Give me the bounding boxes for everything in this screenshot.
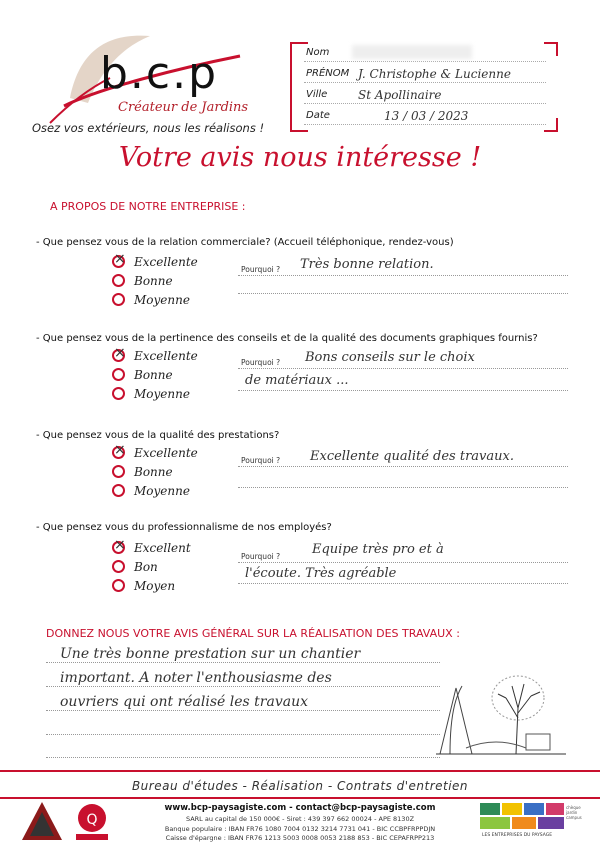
company-logo (32, 28, 265, 138)
field-label: Nom (306, 47, 330, 58)
general-line-1: Une très bonne prestation sur un chantier (60, 646, 361, 662)
radio-checked[interactable] (112, 255, 125, 268)
field-prenom (304, 63, 546, 83)
footer-divider (0, 797, 600, 799)
pourquoi-label: Pourquoi ? (241, 358, 281, 367)
general-line-2: important. A noter l'enthousiasme des (60, 670, 332, 686)
color-blocks-icon (480, 803, 564, 831)
footer-bank-2: Caisse d'épargne : IBAN FR76 1213 5003 0008 0053 2188 853 - BIC CEPAFRPP213 (165, 834, 435, 842)
field-label: Date (306, 110, 330, 121)
garden-illustration (436, 668, 566, 758)
certification-badge-icon (20, 800, 64, 844)
brand-name: b.c.p (100, 48, 219, 99)
cheque-jardin-label: chèque jardin campus (566, 805, 582, 820)
entreprises-paysage-logo (480, 803, 590, 843)
answer-q4-line2: l'écoute. Très agréable (245, 566, 397, 581)
radio[interactable] (112, 274, 125, 287)
question-1: - Que pensez vous de la relation commerciale? (Accueil téléphonique, rendez-vous) (36, 237, 454, 248)
identity-box (290, 42, 558, 132)
answer-q2-line2: de matériaux ... (245, 373, 349, 388)
field-value: J. Christophe & Lucienne (358, 67, 511, 81)
field-value: 13 / 03 / 2023 (384, 109, 469, 123)
radio-checked[interactable] (112, 446, 125, 459)
radio[interactable] (112, 293, 125, 306)
brand-slogan: Osez vos extérieurs, nous les réalisons ! (32, 121, 265, 135)
field-nom (304, 42, 546, 62)
question-3: - Que pensez vous de la qualité des prestations? (36, 430, 280, 441)
general-line-3: ouvriers qui ont réalisé les travaux (60, 694, 308, 710)
footer-tagline: Bureau d'études - Réalisation - Contrats d'entretien (131, 779, 469, 793)
field-ville (304, 84, 546, 104)
radio[interactable] (112, 465, 125, 478)
question-4: - Que pensez vous du professionnalisme de nos employés? (36, 522, 332, 533)
radio[interactable] (112, 579, 125, 592)
section-title-company: A PROPOS DE NOTRE ENTREPRISE : (50, 200, 246, 213)
footer-company-info: SARL au capital de 150 000€ - Siret : 439 397 662 00024 - APE 8130Z (185, 815, 415, 823)
redacted-value (352, 45, 472, 59)
svg-text:Q: Q (86, 812, 98, 828)
pourquoi-label: Pourquoi ? (241, 456, 281, 465)
radio-checked[interactable] (112, 349, 125, 362)
answer-q4-line1: Equipe très pro et à (312, 542, 444, 557)
radio-checked[interactable] (112, 541, 125, 554)
pourquoi-label: Pourquoi ? (241, 552, 281, 561)
entreprises-paysage-label: LES ENTREPRISES DU PAYSAGE (482, 833, 553, 838)
footer-divider (0, 770, 600, 772)
section-title-general: DONNEZ NOUS VOTRE AVIS GÉNÉRAL SUR LA RÉALISATION DES TRAVAUX : (46, 627, 460, 640)
brand-subtitle: Créateur de Jardins (118, 100, 249, 115)
field-label: Ville (306, 89, 328, 100)
qualification-badge-icon (72, 800, 112, 844)
question-2: - Que pensez vous de la pertinence des conseils et de la qualité des documents graphiques fournis? (36, 333, 538, 344)
radio[interactable] (112, 484, 125, 497)
field-label: PRÉNOM (306, 68, 350, 79)
answer-q3: Excellente qualité des travaux. (310, 449, 514, 464)
answer-q1: Très bonne relation. (300, 257, 434, 272)
footer-bank-1: Banque populaire : IBAN FR76 1080 7004 0132 3214 7731 041 - BIC CCBPFRPPDJN (164, 825, 436, 833)
field-date (304, 105, 546, 125)
page-title: Votre avis nous intéresse ! (118, 142, 482, 173)
radio[interactable] (112, 560, 125, 573)
pourquoi-label: Pourquoi ? (241, 265, 281, 274)
radio[interactable] (112, 387, 125, 400)
footer-contact[interactable]: www.bcp-paysagiste.com - contact@bcp-paysagiste.com (164, 803, 436, 813)
radio[interactable] (112, 368, 125, 381)
field-value: St Apollinaire (358, 88, 442, 102)
answer-q2-line1: Bons conseils sur le choix (305, 350, 475, 365)
